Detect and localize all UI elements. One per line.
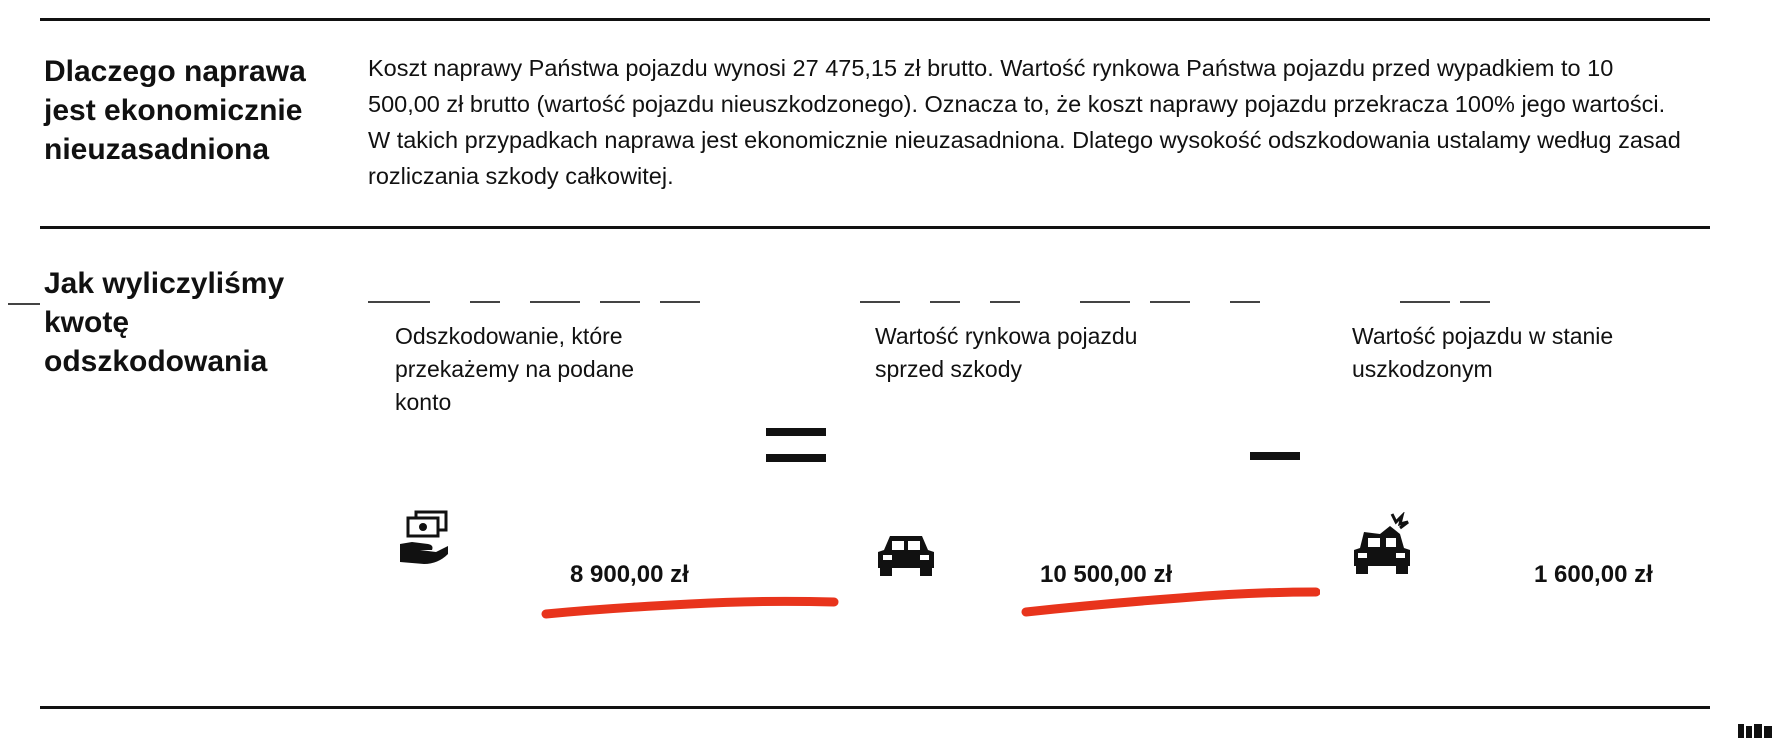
col-compensation-amount: 8 900,00 zł [570,561,689,588]
damaged-car-icon [1350,512,1416,581]
minus-sign [1250,452,1300,460]
section-why-body: Koszt naprawy Państwa pojazdu wynosi 27 475,15 zł brutto. Wartość rynkowa Państwa pojazdu przed wypadkiem to 10 500,00 zł brutto (wartość pojazdu nieuszkodzonego). Oznacza to, że koszt naprawy pojazdu przekracza 100% jego wartości. W takich przypadkach naprawa jest ekonomicznie nieuzasadniona. Dlatego wysokość odszkodowania ustalamy według zasad rozliczania szkody całkowitej. [368,55,1681,189]
car-icon [876,532,936,581]
col-compensation-label: Odszkodowanie, które przekażemy na podane konto [395,323,635,415]
section-calc-heading: Jak wyliczyliśmy kwotę odszkodowania [44,267,285,378]
scan-artifact-dashes [0,296,1780,316]
equals-sign-lower [766,454,826,462]
col-damaged-value-label: Wartość pojazdu w stanie uszkodzonym [1352,323,1614,382]
amount-underline-highlight [540,594,840,624]
divider-middle [40,226,1710,229]
scan-artifact-corner [1736,720,1776,738]
col-market-value-label: Wartość rynkowa pojazdu sprzed szkody [875,323,1138,382]
col-damaged-value-amount: 1 600,00 zł [1534,561,1653,588]
section-why-heading: Dlaczego naprawa jest ekonomicznie nieuzasadniona [44,55,306,166]
divider-bottom [40,706,1710,709]
col-market-value-amount: 10 500,00 zł [1040,561,1173,588]
money-hand-icon [398,510,450,571]
equals-sign [766,428,826,436]
amount-underline-highlight [1020,584,1320,624]
divider-top [40,18,1710,21]
